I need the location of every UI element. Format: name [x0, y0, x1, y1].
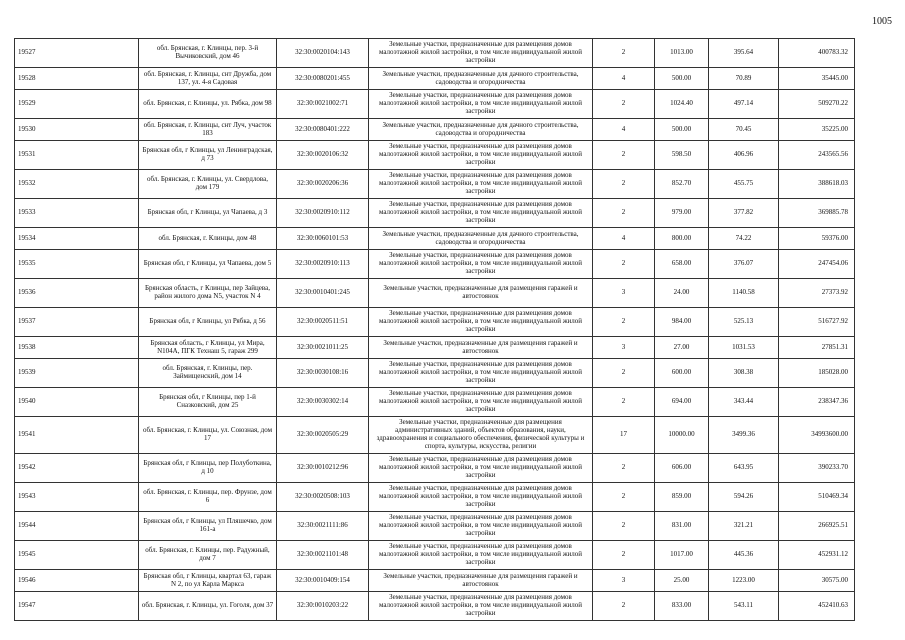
address-cell: Брянская обл, г Клинцы, квартал 63, гараж N 2, по ул Карла Маркса: [139, 570, 277, 592]
cadastral-number-cell: 32:30:0020505:29: [277, 417, 369, 454]
table-row: [15, 454, 855, 483]
group-cell: 3: [593, 279, 655, 308]
specific-value-cell: 445.36: [709, 541, 779, 570]
cadastral-number-cell: 32:30:0080201:455: [277, 68, 369, 90]
land-use-cell: Земельные участки, предназначенные для размещения домов малоэтажной жилой застройки, в том числе индивидуальной жилой застройки: [369, 454, 593, 483]
group-cell: 2: [593, 512, 655, 541]
specific-value-cell: 321.21: [709, 512, 779, 541]
area-cell: 1024.40: [655, 90, 709, 119]
row-number-cell: 19527: [15, 39, 139, 68]
cadastral-number-cell: 32:30:0020508:103: [277, 483, 369, 512]
address-cell: обл. Брянская, г. Клинцы, снт Луч, участок 183: [139, 119, 277, 141]
land-use-cell: Земельные участки, предназначенные для размещения домов малоэтажной жилой застройки, в том числе индивидуальной жилой застройки: [369, 199, 593, 228]
cadastral-cost-cell: 452410.63: [779, 592, 855, 621]
specific-value-cell: 594.26: [709, 483, 779, 512]
cadastral-cost-cell: 390233.70: [779, 454, 855, 483]
cadastral-number-cell: 32:30:0030302:14: [277, 388, 369, 417]
address-cell: обл. Брянская, г. Клинцы, дом 48: [139, 228, 277, 250]
cadastral-number-cell: 32:30:0020104:143: [277, 39, 369, 68]
specific-value-cell: 455.75: [709, 170, 779, 199]
area-cell: 1017.00: [655, 541, 709, 570]
cadastral-cost-cell: 27373.92: [779, 279, 855, 308]
group-cell: 2: [593, 39, 655, 68]
row-number-cell: 19536: [15, 279, 139, 308]
row-number-cell: 19535: [15, 250, 139, 279]
cadastral-number-cell: 32:30:0021111:86: [277, 512, 369, 541]
specific-value-cell: 543.11: [709, 592, 779, 621]
table-row: [15, 90, 855, 119]
land-use-cell: Земельные участки, предназначенные для размещения гаражей и автостоянок: [369, 570, 593, 592]
cadastral-cost-cell: 34993600.00: [779, 417, 855, 454]
cadastral-number-cell: 32:30:0020511:51: [277, 308, 369, 337]
group-cell: 17: [593, 417, 655, 454]
area-cell: 979.00: [655, 199, 709, 228]
address-cell: Брянская обл, г Клинцы, ул Чапаева, дом 5: [139, 250, 277, 279]
address-cell: Брянская область, г Клинцы, пер Зайцева, район жилого дома N5, участок N 4: [139, 279, 277, 308]
area-cell: 606.00: [655, 454, 709, 483]
table-row: [15, 119, 855, 141]
row-number-cell: 19530: [15, 119, 139, 141]
land-plots-table: [14, 38, 855, 621]
cadastral-cost-cell: 35445.00: [779, 68, 855, 90]
cadastral-cost-cell: 247454.06: [779, 250, 855, 279]
table-row: [15, 308, 855, 337]
land-use-cell: Земельные участки, предназначенные для размещения домов малоэтажной жилой застройки, в том числе индивидуальной жилой застройки: [369, 250, 593, 279]
land-use-cell: Земельные участки, предназначенные для размещения домов малоэтажной жилой застройки, в том числе индивидуальной жилой застройки: [369, 359, 593, 388]
table-row: [15, 359, 855, 388]
cadastral-cost-cell: 30575.00: [779, 570, 855, 592]
table-row: [15, 170, 855, 199]
group-cell: 2: [593, 541, 655, 570]
specific-value-cell: 70.45: [709, 119, 779, 141]
area-cell: 24.00: [655, 279, 709, 308]
cadastral-cost-cell: 400783.32: [779, 39, 855, 68]
table-row: [15, 199, 855, 228]
address-cell: обл. Брянская, г. Клинцы, пер. Фрунзе, дом 6: [139, 483, 277, 512]
group-cell: 2: [593, 199, 655, 228]
group-cell: 4: [593, 68, 655, 90]
address-cell: Брянская обл, г Клинцы, ул Рябка, д 56: [139, 308, 277, 337]
address-cell: обл. Брянская, г. Клинцы, пер. Займищенский, дом 14: [139, 359, 277, 388]
area-cell: 658.00: [655, 250, 709, 279]
specific-value-cell: 406.96: [709, 141, 779, 170]
cadastral-cost-cell: 27851.31: [779, 337, 855, 359]
table-row: [15, 279, 855, 308]
land-use-cell: Земельные участки, предназначенные для размещения домов малоэтажной жилой застройки, в том числе индивидуальной жилой застройки: [369, 170, 593, 199]
table-row: [15, 228, 855, 250]
land-use-cell: Земельные участки, предназначенные для размещения домов малоэтажной жилой застройки, в том числе индивидуальной жилой застройки: [369, 592, 593, 621]
area-cell: 800.00: [655, 228, 709, 250]
cadastral-cost-cell: 35225.00: [779, 119, 855, 141]
cadastral-number-cell: 32:30:0030108:16: [277, 359, 369, 388]
address-cell: обл. Брянская, г. Клинцы, ул. Свердлова, дом 179: [139, 170, 277, 199]
area-cell: 10000.00: [655, 417, 709, 454]
cadastral-cost-cell: 59376.00: [779, 228, 855, 250]
group-cell: 2: [593, 359, 655, 388]
land-use-cell: Земельные участки, предназначенные для размещения гаражей и автостоянок: [369, 337, 593, 359]
specific-value-cell: 1031.53: [709, 337, 779, 359]
table-row: [15, 541, 855, 570]
area-cell: 833.00: [655, 592, 709, 621]
cadastral-number-cell: 32:30:0020106:32: [277, 141, 369, 170]
group-cell: 4: [593, 119, 655, 141]
row-number-cell: 19528: [15, 68, 139, 90]
group-cell: 4: [593, 228, 655, 250]
page-number: 1005: [872, 16, 892, 27]
specific-value-cell: 3499.36: [709, 417, 779, 454]
specific-value-cell: 376.07: [709, 250, 779, 279]
land-use-cell: Земельные участки, предназначенные для размещения домов малоэтажной жилой застройки, в том числе индивидуальной жилой застройки: [369, 39, 593, 68]
specific-value-cell: 70.89: [709, 68, 779, 90]
land-use-cell: Земельные участки, предназначенные для размещения домов малоэтажной жилой застройки, в том числе индивидуальной жилой застройки: [369, 141, 593, 170]
cadastral-cost-cell: 510469.34: [779, 483, 855, 512]
cadastral-cost-cell: 452931.12: [779, 541, 855, 570]
cadastral-number-cell: 32:30:0020910:113: [277, 250, 369, 279]
address-cell: обл. Брянская, г. Клинцы, снт Дружба, дом 137, ул. 4-я Садовая: [139, 68, 277, 90]
address-cell: Брянская обл, г Клинцы, пер 1-й Сназковский, дом 25: [139, 388, 277, 417]
address-cell: обл. Брянская, г. Клинцы, пер. 3-й Вычиковский, дом 46: [139, 39, 277, 68]
row-number-cell: 19534: [15, 228, 139, 250]
row-number-cell: 19541: [15, 417, 139, 454]
specific-value-cell: 74.22: [709, 228, 779, 250]
group-cell: 3: [593, 570, 655, 592]
address-cell: Брянская обл, г Клинцы, пер Полуботкина, д 10: [139, 454, 277, 483]
cadastral-number-cell: 32:30:0020910:112: [277, 199, 369, 228]
group-cell: 2: [593, 170, 655, 199]
table-row: [15, 250, 855, 279]
cadastral-cost-cell: 243565.56: [779, 141, 855, 170]
specific-value-cell: 377.82: [709, 199, 779, 228]
cadastral-cost-cell: 388618.03: [779, 170, 855, 199]
specific-value-cell: 1140.58: [709, 279, 779, 308]
table-row: [15, 592, 855, 621]
specific-value-cell: 343.44: [709, 388, 779, 417]
row-number-cell: 19542: [15, 454, 139, 483]
cadastral-cost-cell: 238347.36: [779, 388, 855, 417]
row-number-cell: 19540: [15, 388, 139, 417]
table-row: [15, 337, 855, 359]
group-cell: 2: [593, 250, 655, 279]
table-body: [15, 39, 855, 621]
land-use-cell: Земельные участки, предназначенные для размещения административных зданий, объектов образования, науки, здравоохранения и социального обеспечения, физической культуры и спорта, культуры, искусства, религии: [369, 417, 593, 454]
cadastral-cost-cell: 266925.51: [779, 512, 855, 541]
cadastral-cost-cell: 516727.92: [779, 308, 855, 337]
cadastral-number-cell: 32:30:0020206:36: [277, 170, 369, 199]
cadastral-number-cell: 32:30:0010212:96: [277, 454, 369, 483]
cadastral-cost-cell: 509270.22: [779, 90, 855, 119]
area-cell: 27.00: [655, 337, 709, 359]
row-number-cell: 19538: [15, 337, 139, 359]
group-cell: 2: [593, 592, 655, 621]
row-number-cell: 19543: [15, 483, 139, 512]
area-cell: 1013.00: [655, 39, 709, 68]
cadastral-number-cell: 32:30:0080401:222: [277, 119, 369, 141]
area-cell: 598.50: [655, 141, 709, 170]
land-use-cell: Земельные участки, предназначенные для дачного строительства, садоводства и огородничества: [369, 228, 593, 250]
table-row: [15, 141, 855, 170]
specific-value-cell: 525.13: [709, 308, 779, 337]
group-cell: 2: [593, 90, 655, 119]
land-use-cell: Земельные участки, предназначенные для размещения домов малоэтажной жилой застройки, в том числе индивидуальной жилой застройки: [369, 308, 593, 337]
land-use-cell: Земельные участки, предназначенные для размещения домов малоэтажной жилой застройки, в том числе индивидуальной жилой застройки: [369, 388, 593, 417]
address-cell: Брянская обл, г Клинцы, ул Ленинградская, д 73: [139, 141, 277, 170]
area-cell: 852.70: [655, 170, 709, 199]
group-cell: 2: [593, 388, 655, 417]
row-number-cell: 19546: [15, 570, 139, 592]
area-cell: 600.00: [655, 359, 709, 388]
row-number-cell: 19539: [15, 359, 139, 388]
cadastral-number-cell: 32:30:0060101:53: [277, 228, 369, 250]
area-cell: 25.00: [655, 570, 709, 592]
row-number-cell: 19529: [15, 90, 139, 119]
area-cell: 859.00: [655, 483, 709, 512]
row-number-cell: 19547: [15, 592, 139, 621]
row-number-cell: 19537: [15, 308, 139, 337]
group-cell: 3: [593, 337, 655, 359]
table-row: [15, 570, 855, 592]
cadastral-number-cell: 32:30:0021011:25: [277, 337, 369, 359]
table-row: [15, 512, 855, 541]
table-row: [15, 68, 855, 90]
land-use-cell: Земельные участки, предназначенные для размещения домов малоэтажной жилой застройки, в том числе индивидуальной жилой застройки: [369, 90, 593, 119]
area-cell: 500.00: [655, 68, 709, 90]
specific-value-cell: 1223.00: [709, 570, 779, 592]
specific-value-cell: 643.95: [709, 454, 779, 483]
land-use-cell: Земельные участки, предназначенные для размещения домов малоэтажной жилой застройки, в том числе индивидуальной жилой застройки: [369, 483, 593, 512]
row-number-cell: 19545: [15, 541, 139, 570]
cadastral-number-cell: 32:30:0010409:154: [277, 570, 369, 592]
area-cell: 984.00: [655, 308, 709, 337]
row-number-cell: 19544: [15, 512, 139, 541]
specific-value-cell: 308.38: [709, 359, 779, 388]
land-use-cell: Земельные участки, предназначенные для размещения гаражей и автостоянок: [369, 279, 593, 308]
cadastral-cost-cell: 369885.78: [779, 199, 855, 228]
group-cell: 2: [593, 483, 655, 512]
land-use-cell: Земельные участки, предназначенные для размещения домов малоэтажной жилой застройки, в том числе индивидуальной жилой застройки: [369, 512, 593, 541]
land-use-cell: Земельные участки, предназначенные для дачного строительства, садоводства и огородничества: [369, 68, 593, 90]
area-cell: 500.00: [655, 119, 709, 141]
row-number-cell: 19532: [15, 170, 139, 199]
area-cell: 831.00: [655, 512, 709, 541]
specific-value-cell: 497.14: [709, 90, 779, 119]
cadastral-number-cell: 32:30:0021101:48: [277, 541, 369, 570]
group-cell: 2: [593, 308, 655, 337]
cadastral-number-cell: 32:30:0021002:71: [277, 90, 369, 119]
address-cell: обл. Брянская, г. Клинцы, ул. Рябка, дом 98: [139, 90, 277, 119]
table-row: [15, 483, 855, 512]
table-row: [15, 417, 855, 454]
group-cell: 2: [593, 454, 655, 483]
table-row: [15, 39, 855, 68]
address-cell: Брянская обл, г Клинцы, ул Пляшечко, дом 161-а: [139, 512, 277, 541]
address-cell: обл. Брянская, г. Клинцы, ул. Гоголя, дом 37: [139, 592, 277, 621]
address-cell: обл. Брянская, г. Клинцы, ул. Союзная, дом 17: [139, 417, 277, 454]
row-number-cell: 19533: [15, 199, 139, 228]
group-cell: 2: [593, 141, 655, 170]
cadastral-number-cell: 32:30:0010401:245: [277, 279, 369, 308]
address-cell: Брянская обл, г Клинцы, ул Чапаева, д 3: [139, 199, 277, 228]
table-row: [15, 388, 855, 417]
address-cell: Брянская область, г Клинцы, ул Мира, N104А, ПГК Технаш 5, гараж 299: [139, 337, 277, 359]
specific-value-cell: 395.64: [709, 39, 779, 68]
area-cell: 694.00: [655, 388, 709, 417]
address-cell: обл. Брянская, г. Клинцы, пер. Радужный, дом 7: [139, 541, 277, 570]
row-number-cell: 19531: [15, 141, 139, 170]
land-use-cell: Земельные участки, предназначенные для дачного строительства, садоводства и огородничества: [369, 119, 593, 141]
cadastral-number-cell: 32:30:0010203:22: [277, 592, 369, 621]
cadastral-cost-cell: 185028.00: [779, 359, 855, 388]
land-use-cell: Земельные участки, предназначенные для размещения домов малоэтажной жилой застройки, в том числе индивидуальной жилой застройки: [369, 541, 593, 570]
